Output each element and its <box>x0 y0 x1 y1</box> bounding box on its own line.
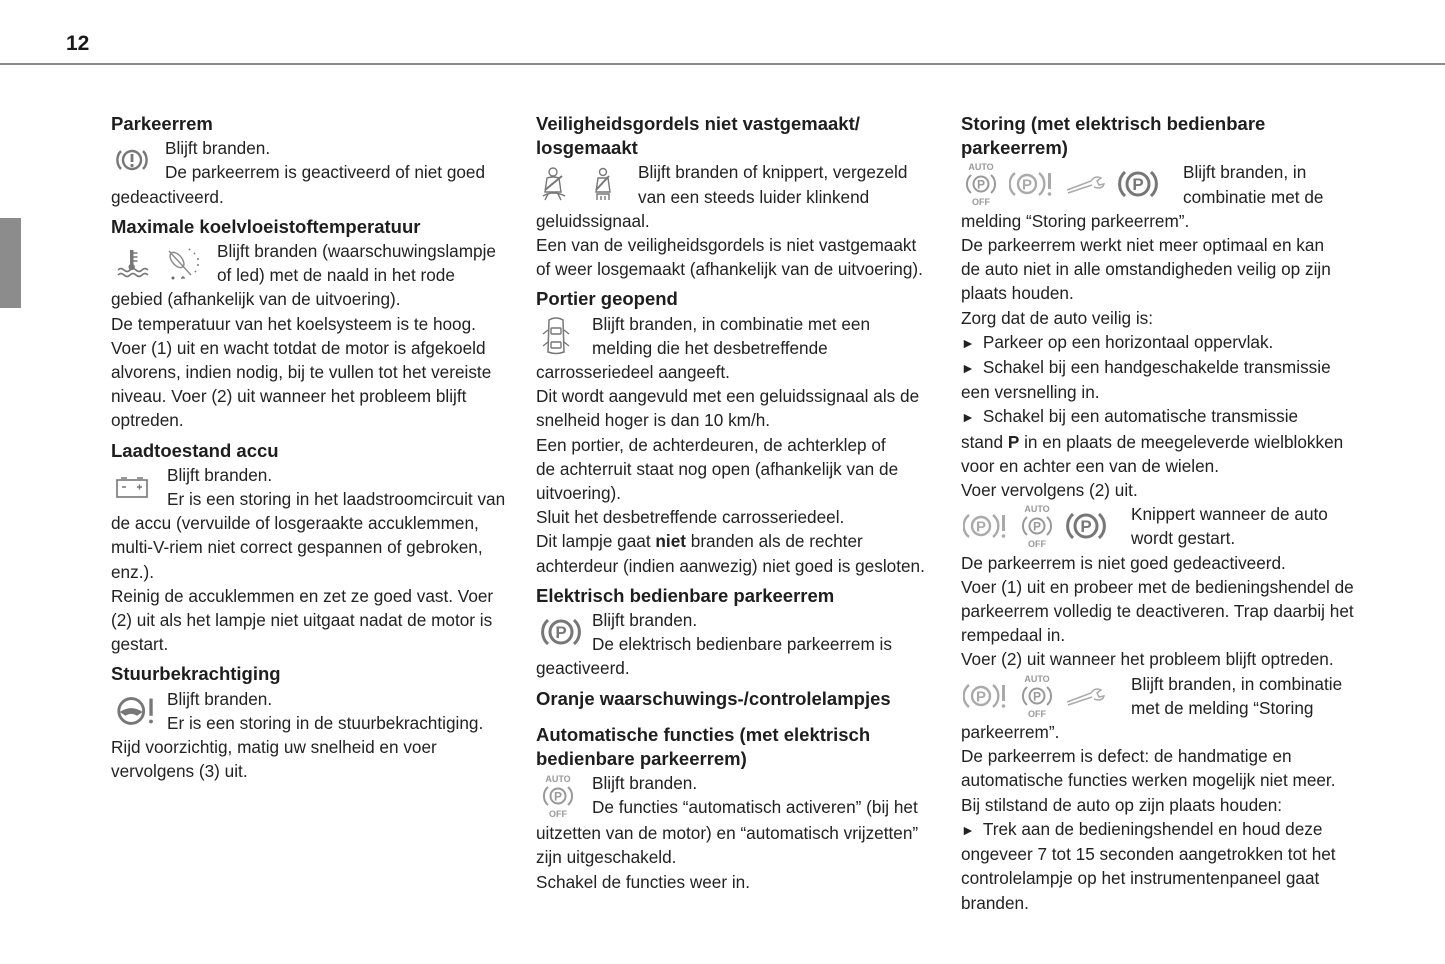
section-title: Stuurbekrachtiging <box>111 663 281 685</box>
electric-parking-brake-icon <box>1065 509 1107 543</box>
svg-text:OFF: OFF <box>1028 708 1046 719</box>
text-line: Voer (2) uit wanneer het probleem blijft optreden. <box>961 649 1334 670</box>
text-line: Blijft branden of knippert, vergezeld <box>638 162 908 183</box>
warning-entry <box>536 160 932 208</box>
text-line: Dit wordt aangevuld met een geluidssignaal als de <box>536 386 920 407</box>
text-line: achterdeur (indien aanwezig) niet goed is gesloten. <box>536 555 925 576</box>
text-line: uitzetten van de motor) en “automatisch vrijzetten” <box>536 823 919 844</box>
text-line: van een steeds luider klinkend <box>638 186 870 207</box>
warning-entry <box>536 312 932 360</box>
section-title: Portier geopend <box>536 288 678 310</box>
text-line: wordt gestart. <box>1131 528 1236 549</box>
svg-text:P: P <box>1132 175 1144 195</box>
text-line: gebied (afhankelijk van de uitvoering). <box>111 289 401 310</box>
text-line: controlelampje op het instrumentenpaneel gaat <box>961 868 1320 889</box>
auto-parking-brake-off-icon <box>540 773 576 819</box>
text-line: niveau. Voer (2) uit wanneer het probleem blijft <box>111 386 467 407</box>
emphasis: niet <box>655 531 686 552</box>
emphasis: P <box>1007 431 1020 452</box>
parking-brake-fault-icon <box>963 681 1009 711</box>
section-title: Maximale koelvloeistoftemperatuur <box>111 215 421 237</box>
bullet-item: ► Parkeer op een horizontaal oppervlak. <box>961 330 1361 355</box>
auto-parking-brake-off-icon <box>963 161 999 207</box>
text-line: Blijft branden, in combinatie met een <box>592 313 871 334</box>
text-line: snelheid hoger is dan 10 km/h. <box>536 410 771 431</box>
svg-text:AUTO: AUTO <box>545 774 571 785</box>
svg-text:P: P <box>975 688 987 706</box>
text-line: enz.). <box>111 561 154 582</box>
text-line: Een van de veiligheidsgordels is niet vastgemaakt <box>536 235 917 256</box>
header-rule <box>0 63 1445 65</box>
text-line: Voer vervolgens (2) uit. <box>961 480 1138 501</box>
text-line: automatische functies werken mogelijk niet meer. <box>961 770 1336 791</box>
svg-text:P: P <box>975 518 987 536</box>
parking-brake-fault-icon <box>1009 169 1055 199</box>
column-1 <box>111 112 513 783</box>
column-2 <box>536 112 932 894</box>
svg-text:OFF: OFF <box>1028 539 1046 550</box>
svg-text:P: P <box>553 789 563 804</box>
auto-parking-brake-off-icon <box>1019 503 1055 549</box>
warning-entry <box>536 608 932 656</box>
text-line: Blijft branden, in combinatie <box>1131 673 1343 694</box>
warning-entry <box>961 502 1361 550</box>
parking-brake-warning-icon <box>115 145 149 175</box>
warning-entry <box>111 687 513 735</box>
bullet-item: ► Schakel bij een automatische transmissie <box>961 404 1361 429</box>
text-line: Er is een storing in de stuurbekrachtiging. <box>167 712 484 733</box>
power-steering-warning-icon <box>115 694 157 728</box>
text-line: De functies “automatisch activeren” (bij het <box>592 797 918 818</box>
bullet-item: ► Trek aan de bedieningshendel en houd deze <box>961 817 1361 842</box>
temperature-gauge-icon <box>163 245 203 281</box>
text-line <box>961 430 1361 454</box>
text-line: een versnelling in. <box>961 382 1100 403</box>
text-line: gestart. <box>111 634 169 655</box>
text-line: Een portier, de achterdeuren, de achterklep of <box>536 434 886 455</box>
text-line <box>536 529 932 553</box>
text-line: de achterruit staat nog open (afhankelijk van de <box>536 458 899 479</box>
text-line: of weer losgemaakt (afhankelijk van de uitvoering). <box>536 259 923 280</box>
svg-text:AUTO: AUTO <box>1024 504 1050 515</box>
service-wrench-icon <box>1065 172 1107 196</box>
text-line: Blijft branden. <box>592 610 698 631</box>
text-line: parkeerrem”. <box>961 722 1060 743</box>
text-line: Rijd voorzichtig, matig uw snelheid en voer <box>111 737 437 758</box>
svg-text:OFF: OFF <box>549 809 567 820</box>
text-line: ongeveer 7 tot 15 seconden aangetrokken tot het <box>961 844 1336 865</box>
battery-icon <box>115 474 149 500</box>
electric-parking-brake-icon <box>1117 167 1159 201</box>
text-span: in en plaats de meegeleverde wielblokken <box>1019 431 1344 452</box>
text-line: combinatie met de <box>1183 186 1324 207</box>
section-title-cont: bedienbare parkeerrem) <box>536 748 747 770</box>
text-line: optreden. <box>111 410 184 431</box>
text-line: de auto niet in alle omstandigheden veilig op zijn <box>961 259 1331 280</box>
text-line: Blijft branden (waarschuwingslampje <box>217 241 496 262</box>
text-span: stand <box>961 431 1008 452</box>
svg-text:OFF: OFF <box>972 197 990 208</box>
text-line: geactiveerd. <box>536 658 630 679</box>
warning-entry <box>111 463 513 511</box>
text-line: branden. <box>961 892 1029 913</box>
section-title: Automatische functies (met elektrisch <box>536 723 871 745</box>
text-line: Sluit het desbetreffende carrosseriedeel. <box>536 507 845 528</box>
text-line: Voer (1) uit en probeer met de bedieningshendel de <box>961 576 1354 597</box>
door-open-icon <box>540 316 572 356</box>
text-line: De temperatuur van het koelsysteem is te hoog. <box>111 313 476 334</box>
text-line: met de melding “Storing <box>1131 697 1314 718</box>
svg-text:P: P <box>1080 517 1092 537</box>
text-span: Dit lampje gaat <box>536 531 656 552</box>
text-line: (2) uit als het lampje niet uitgaat nadat de motor is <box>111 610 493 631</box>
text-line: melding die het desbetreffende <box>592 337 828 358</box>
text-line: Blijft branden. <box>592 773 698 794</box>
section-title: Veiligheidsgordels niet vastgemaakt/ <box>536 113 860 134</box>
text-line: parkeerrem volledig te deactiveren. Trap daarbij het <box>961 601 1354 622</box>
warning-entry <box>961 160 1361 208</box>
text-line: Schakel de functies weer in. <box>536 871 751 892</box>
text-span: branden als de rechter <box>685 531 863 552</box>
svg-text:P: P <box>1032 519 1042 534</box>
text-line: Blijft branden. <box>165 138 271 159</box>
text-line: vervolgens (3) uit. <box>111 761 248 782</box>
seatbelt-front-icon <box>540 166 570 202</box>
text-line: Er is een storing in het laadstroomcircuit van <box>167 489 506 510</box>
text-line: rempedaal in. <box>961 625 1066 646</box>
text-line: geluidssignaal. <box>536 210 650 231</box>
seatbelt-rear-icon <box>592 166 614 202</box>
column-3 <box>961 112 1361 915</box>
text-line: Voer (1) uit en wacht totdat de motor is afgekoeld <box>111 337 486 358</box>
section-title: Oranje waarschuwings-/controlelampjes <box>536 687 891 709</box>
text-line: De elektrisch bedienbare parkeerrem is <box>592 634 892 655</box>
svg-text:P: P <box>555 623 567 643</box>
svg-text:P: P <box>1021 176 1033 194</box>
text-line: plaats houden. <box>961 283 1074 304</box>
text-line: Reinig de accuklemmen en zet ze goed vast. Voer <box>111 585 494 606</box>
text-line: De parkeerrem is defect: de handmatige en <box>961 746 1292 767</box>
text-line: voor en achter een van de wielen. <box>961 455 1219 476</box>
text-line: De parkeerrem werkt niet meer optimaal en kan <box>961 235 1325 256</box>
electric-parking-brake-icon <box>540 615 582 649</box>
section-title: Storing (met elektrisch bedienbare <box>961 113 1266 134</box>
text-line: Knippert wanneer de auto <box>1131 504 1328 525</box>
section-title: Laadtoestand accu <box>111 439 279 461</box>
text-line: de accu (vervuilde of losgeraakte accuklemmen, <box>111 513 479 534</box>
text-line: Blijft branden. <box>167 464 273 485</box>
text-line: multi-V-riem niet correct gespannen of gebroken, <box>111 537 483 558</box>
section-title-cont: parkeerrem) <box>961 137 1068 159</box>
svg-text:P: P <box>1032 689 1042 704</box>
svg-text:P: P <box>976 177 986 192</box>
text-line: alvorens, indien nodig, bij te vullen tot het vereiste <box>111 362 492 383</box>
section-title-cont: losgemaakt <box>536 137 638 159</box>
text-line: De parkeerrem is geactiveerd of niet goed <box>165 162 486 183</box>
text-line: melding “Storing parkeerrem”. <box>961 210 1190 231</box>
auto-parking-brake-off-icon <box>1019 673 1055 719</box>
text-line: carrosseriedeel aangeeft. <box>536 362 730 383</box>
parking-brake-fault-icon <box>963 511 1009 541</box>
text-line: Zorg dat de auto veilig is: <box>961 307 1154 328</box>
page-number: 12 <box>66 32 90 55</box>
warning-entry <box>111 136 513 184</box>
text-line: gedeactiveerd. <box>111 186 224 207</box>
text-line: zijn uitgeschakeld. <box>536 847 677 868</box>
chapter-side-tab <box>0 218 21 308</box>
section-title: Parkeerrem <box>111 113 213 134</box>
warning-entry <box>961 672 1361 720</box>
section-title: Elektrisch bedienbare parkeerrem <box>536 584 835 606</box>
text-line: Bij stilstand de auto op zijn plaats houden: <box>961 794 1283 815</box>
warning-entry <box>536 771 932 821</box>
service-wrench-icon <box>1065 684 1107 708</box>
coolant-temperature-icon <box>115 246 149 280</box>
text-line: of led) met de naald in het rode <box>217 265 455 286</box>
svg-text:AUTO: AUTO <box>1024 673 1050 684</box>
warning-entry <box>111 239 513 287</box>
text-line: uitvoering). <box>536 483 622 504</box>
bullet-item: ► Schakel bij een handgeschakelde transmissie <box>961 355 1361 380</box>
text-line: Blijft branden. <box>167 688 273 709</box>
text-line: De parkeerrem is niet goed gedeactiveerd. <box>961 552 1286 573</box>
text-line: Blijft branden, in <box>1183 162 1307 183</box>
svg-text:AUTO: AUTO <box>968 162 994 173</box>
